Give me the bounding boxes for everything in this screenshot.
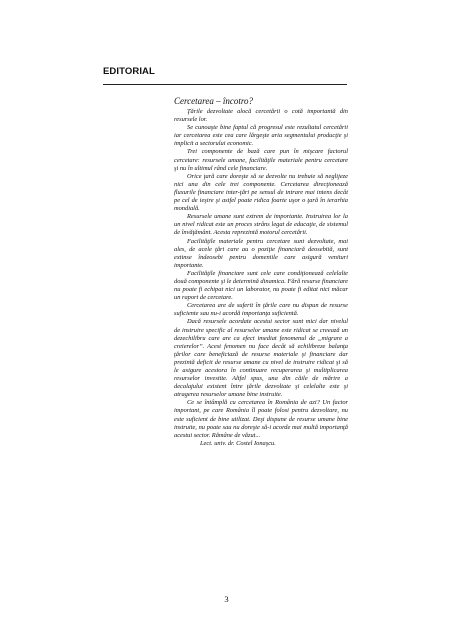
article-title: Cercetarea – încotro?	[174, 96, 253, 106]
paragraph: Dacă resursele acordate acestui sector sunt mici dar nivelul de instruire specific al resurselor umane este ridicat se creează un dezechilibru care are ca efect imediat fenomenul de „migrare a creierelor”. Acest fenomen nu face decât să echilibreze balanţa ţărilor care beneficiază de resurse materiale şi financiare dar prezintă deficit de resurse umane cu nivel de instruire ridicat şi să le asigure acestora în continuare recuperarea şi multiplicarea resurselor investite. Altfel spus, una din căile de mărire a decalajului existent între ţările dezvoltate şi celelalte este şi atragerea resurselor umane bine instruite.	[174, 318, 348, 399]
paragraph: Ţările dezvoltate alocă cercetării o cotă importantă din resursele lor.	[174, 108, 348, 124]
author-signature: Lect. univ. dr. Costel Ionaşcu.	[200, 439, 276, 447]
paragraph: Ce se întâmplă cu cercetarea în România de azi? Un factor important, pe care România îl poate folosi pentru dezvoltare, nu este suficient de bine utilizat. Deşi dispune de resurse umane bine instruite, nu poate sau nu doreşte să-i acorde mai multă importanţă acestui sector. Rămâne de văzut...	[174, 399, 348, 439]
page-number: 3	[224, 594, 229, 604]
header-rule	[103, 84, 347, 85]
editorial-article	[174, 96, 348, 448]
section-label: EDITORIAL	[103, 66, 155, 77]
paragraph: Resursele umane sunt extrem de importante. Instruirea lor la un nivel ridicat este un proces strâns legat de educaţie, de sistemul de învăţământ. Acesta reprezintă motorul cercetării.	[174, 213, 348, 237]
paragraph: Facilităţile materiale pentru cercetare sunt dezvoltate, mai ales, de acele ţări care au o poziţie financiară deosebită, sunt extinse îndeosebi pentru domeniile care asigură venituri importante.	[174, 237, 348, 269]
paragraph: Orice ţară care doreşte să se dezvolte nu trebuie să neglijeze nici una din cele trei componente. Cercetarea direcţionează fluxurile financiare inter-ţări pe sensul de intrare mai intens decât pe cel de ieşire şi astfel poate ridica foarte uşor o ţară în ierarhia mondială.	[174, 172, 348, 213]
paragraph: Cercetarea are de suferit în ţările care nu dispun de resurse suficiente sau nu-i acordă importanţa suficientă.	[174, 302, 348, 318]
paragraph: Se cunoaşte bine faptul că progresul este rezultatul cercetării iar cercetarea este cea care lărgeşte aria segmentului producţie şi implicit a sectorului economic.	[174, 124, 348, 148]
paragraph: Trei componente de bază care pun în mişcare factorul cercetare: resursele umane, facilităţile materiale pentru cercetare şi nu în ultimul rând cele financiare.	[174, 148, 348, 172]
paragraph: Facilităţile financiare sunt cele care condiţionează celelalte două componente şi le determină dinamica. Fără resurse financiare nu poate fi echipat nici un laborator, nu poate fi editat nici măcar un raport de cercetare.	[174, 269, 348, 302]
